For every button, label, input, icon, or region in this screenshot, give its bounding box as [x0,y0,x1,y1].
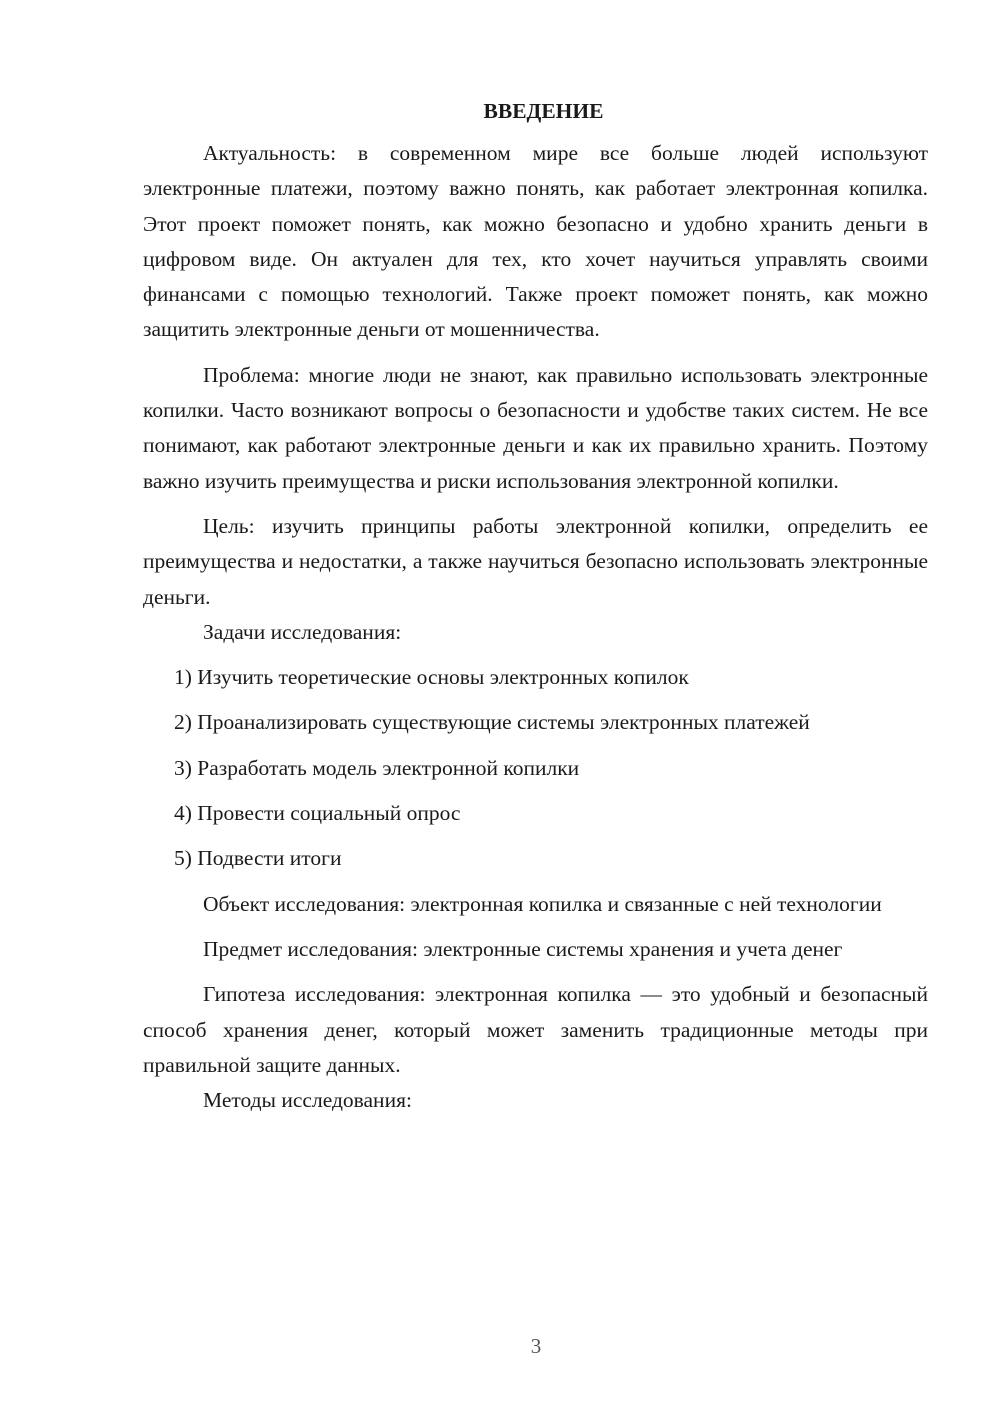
page-number: 3 [530,1334,542,1358]
methods-heading: Методы исследования: [203,1088,412,1113]
list-item: 3) Разработать модель электронной копилки [174,755,580,780]
paragraph-object: Объект исследования: электронная копилка и связанные с ней технологии [203,891,882,916]
list-item: 2) Проанализировать существующие системы электронных платежей [174,710,810,735]
paragraph-goal: Цель: изучить принципы работы электронной копилки, определить ее преимущества и недостатки, а также научиться безопасно использовать электронные деньги. [143,513,928,609]
tasks-list [143,660,928,876]
paragraph-subject: Предмет исследования: электронные системы хранения и учета денег [203,936,843,961]
list-item: 5) Подвести итоги [174,846,342,871]
paragraph-hypothesis: Гипотеза исследования: электронная копилка — это удобный и безопасный способ хранения денег, который может заменить традиционные методы при правильной защите данных. [143,982,928,1077]
list-item: 1) Изучить теоретические основы электронных копилок [174,665,689,690]
paragraph-relevance: Актуальность: в современном мире все больше людей используют электронные платежи, поэтому важно понять, как работает электронная копилка. Этот проект поможет понять, как можно безопасно и удобно хранить деньги в цифровом виде. Он актуален для тех, кто хочет научиться управлять своими финансами с помощью технологий. Также проект поможет понять, как можно защитить электронные деньги от мошенничества. [143,141,928,342]
list-item: 4) Провести социальный опрос [174,801,461,826]
document-page [143,96,928,1118]
tasks-heading: Задачи исследования: [203,619,402,644]
paragraph-problem: Проблема: многие люди не знают, как правильно использовать электронные копилки. Часто возникают вопросы о безопасности и удобстве таких систем. Не все понимают, как работают электронные деньги и как их правильно хранить. Поэтому важно изучить преимущества и риски использования электронной копилки. [143,362,928,493]
section-title: ВВЕДЕНИЕ [483,99,604,123]
